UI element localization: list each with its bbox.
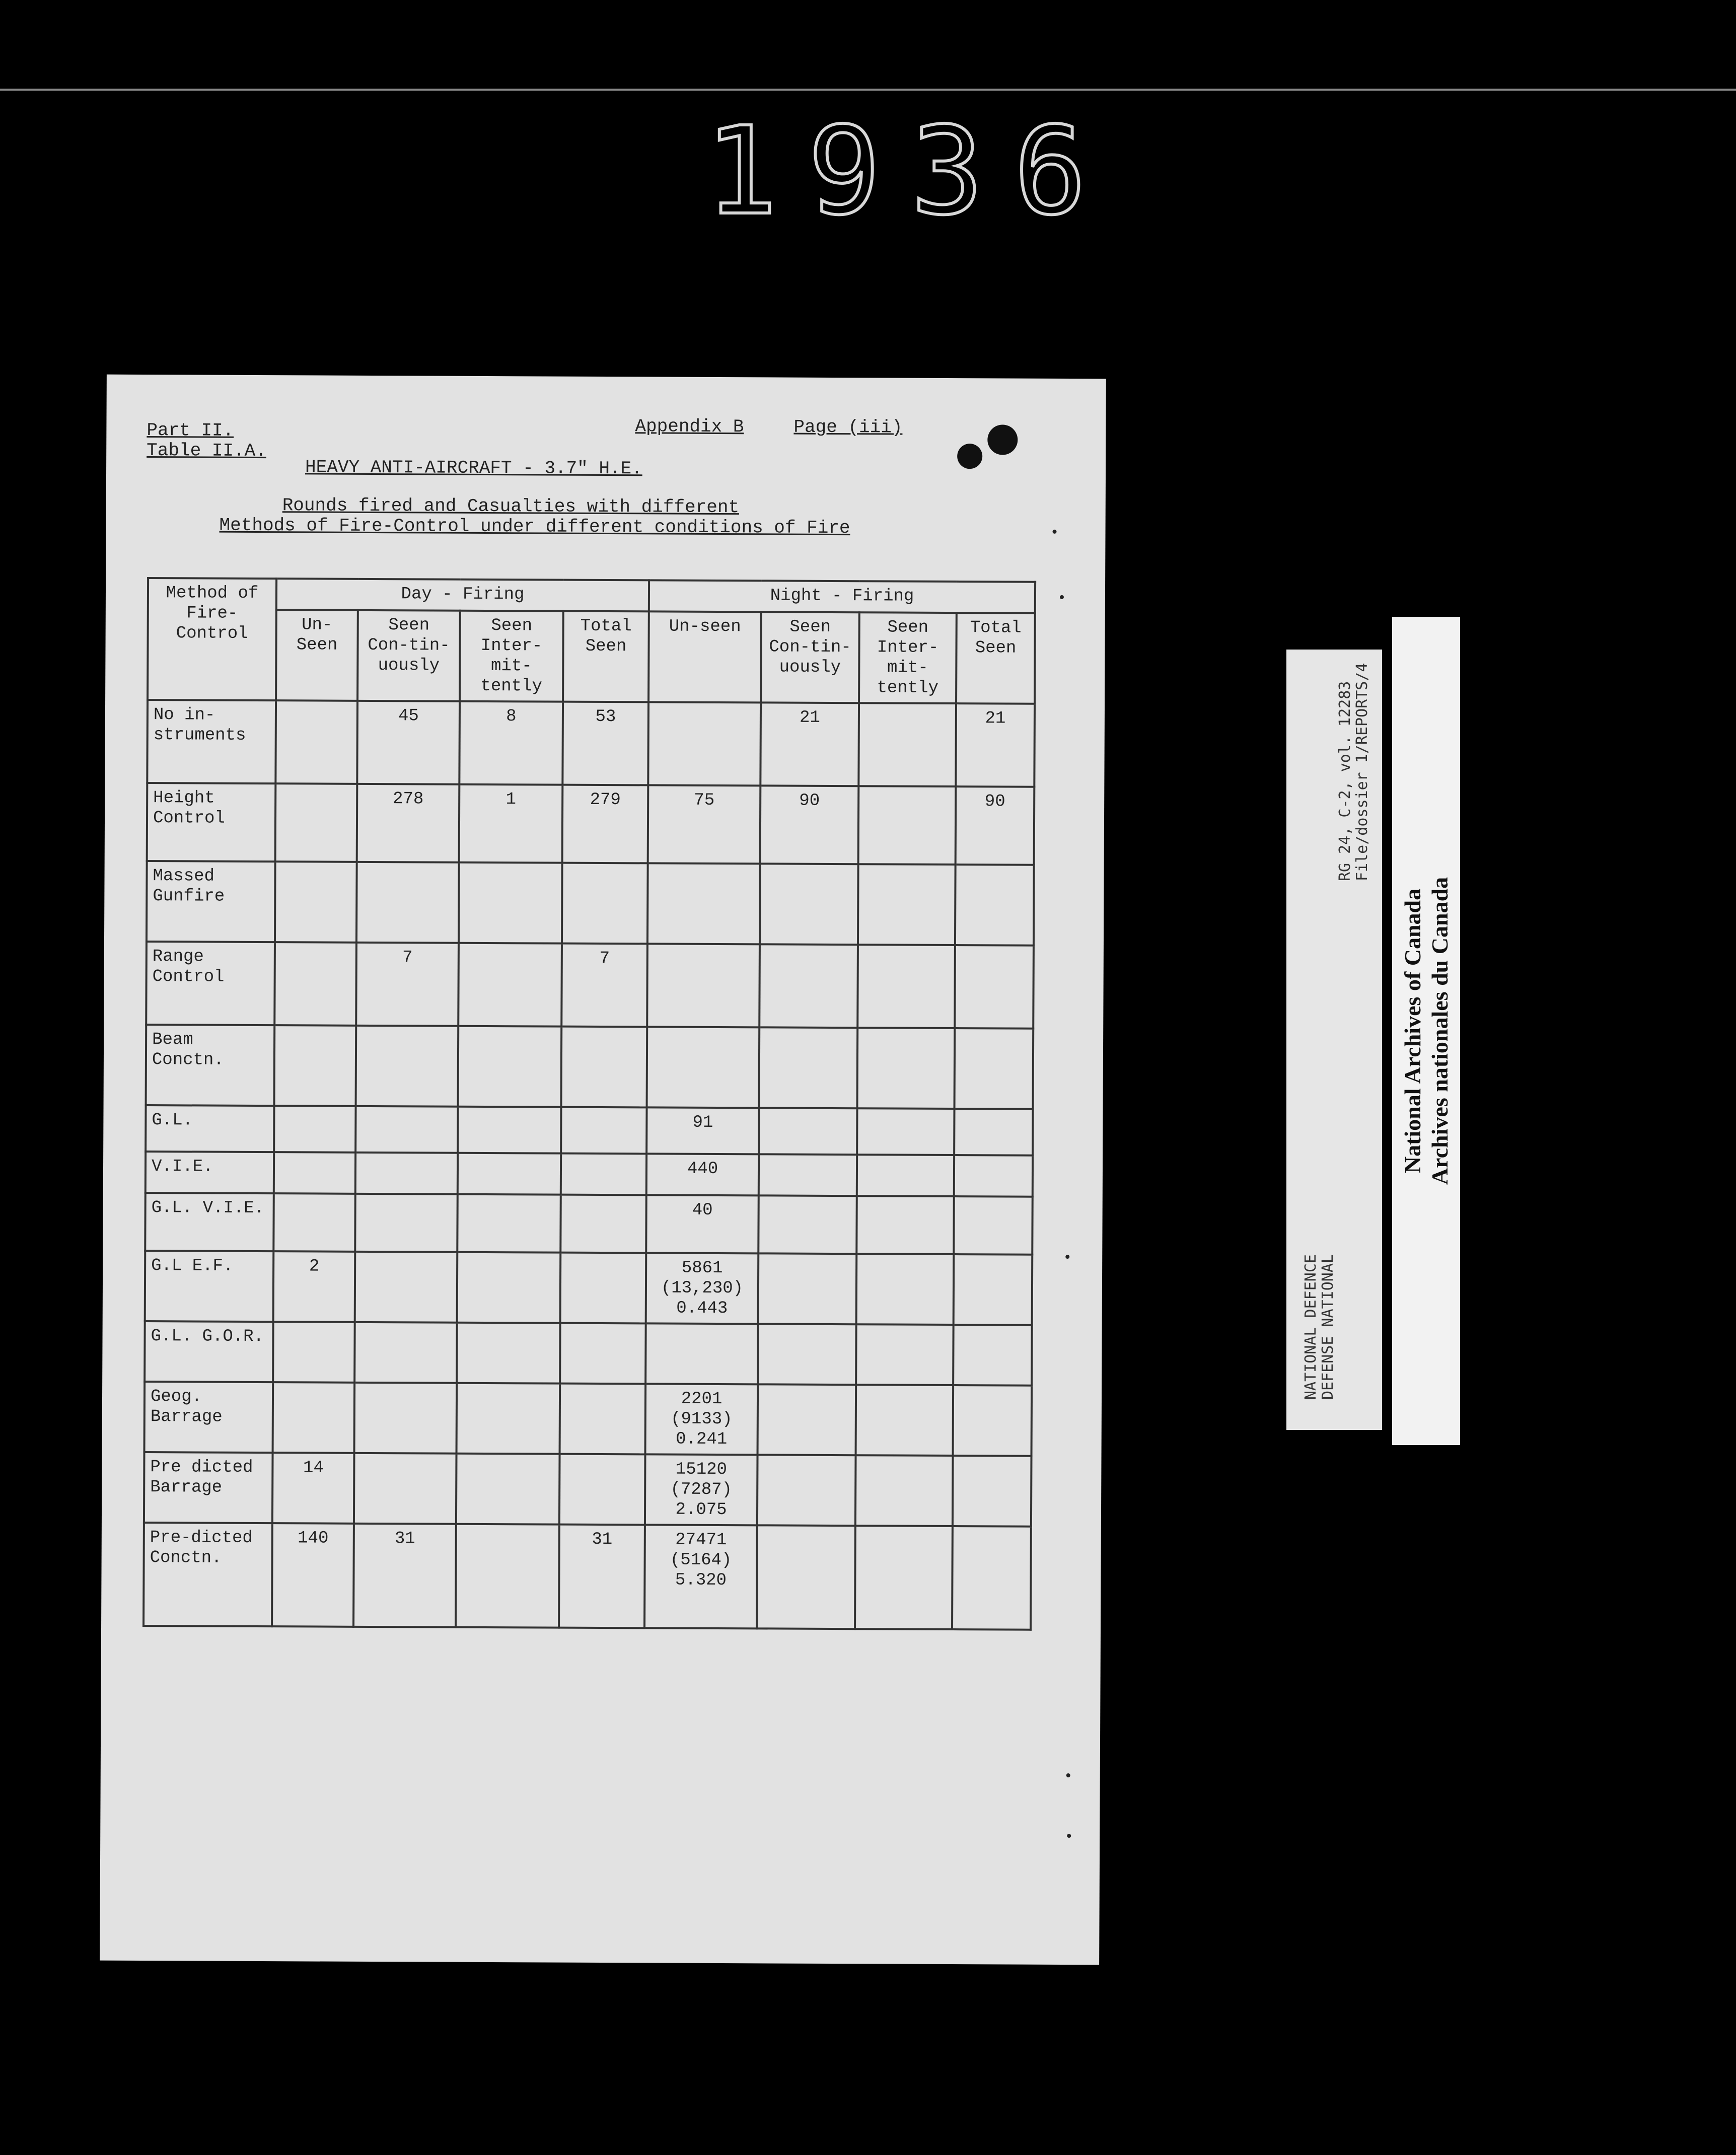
value-cell: [274, 1025, 356, 1106]
value-cell: [559, 1454, 645, 1525]
value-cell: [953, 1325, 1032, 1386]
method-cell: G.L. V.I.E.: [145, 1193, 273, 1251]
value-cell: [758, 1324, 856, 1385]
value-cell: 31: [353, 1524, 456, 1627]
value-cell: [858, 786, 956, 865]
method-cell: Beam Conctn.: [146, 1025, 275, 1106]
value-cell: [855, 1526, 953, 1629]
value-cell: [760, 864, 858, 945]
page-label: Page (iii): [793, 416, 903, 438]
value-cell: [759, 1108, 857, 1155]
value-cell: [458, 1107, 561, 1154]
table-row: [144, 1321, 1032, 1386]
value-cell: 278: [357, 784, 460, 863]
value-cell: 90: [760, 785, 859, 864]
value-cell: [647, 1027, 760, 1108]
speck: [1067, 1834, 1071, 1838]
value-cell: [647, 863, 760, 944]
national-archives-stamp: [1392, 617, 1460, 1445]
speck: [1066, 1773, 1070, 1777]
fire-control-table: [142, 577, 1036, 1631]
value-cell: [275, 861, 357, 943]
value-cell: [273, 1382, 355, 1453]
value-cell: 14: [272, 1453, 354, 1524]
top-rule: [0, 89, 1736, 91]
value-cell: [648, 702, 761, 785]
value-cell: [952, 1526, 1031, 1630]
method-cell: G.L.: [146, 1105, 274, 1152]
value-cell: 7: [561, 944, 647, 1027]
value-cell: [355, 1106, 458, 1153]
value-cell: [953, 1456, 1032, 1527]
punch-hole: [987, 424, 1018, 455]
method-cell: No in-struments: [147, 700, 276, 783]
archive-reference-label: [1286, 650, 1382, 1430]
value-cell: [954, 1155, 1033, 1197]
value-cell: [354, 1322, 457, 1383]
value-cell: [858, 864, 956, 945]
table-row: [145, 1193, 1033, 1255]
table-row: [146, 1025, 1034, 1109]
value-cell: 279: [562, 785, 648, 864]
value-cell: [273, 1322, 355, 1383]
document-title: HEAVY ANTI-AIRCRAFT - 3.7" H.E.: [305, 457, 642, 479]
value-cell: 15120 (7287) 2.075: [645, 1454, 758, 1525]
value-cell: [560, 1195, 646, 1253]
part-label: Part II.: [147, 420, 234, 441]
speck: [1060, 595, 1064, 599]
value-cell: 45: [357, 701, 460, 784]
value-cell: [562, 863, 648, 944]
sub-header: Seen Con-tin-uously: [761, 612, 859, 703]
reference-line-1: RG 24, C-2, vol. 12283: [1336, 681, 1354, 881]
value-cell: [759, 944, 858, 1028]
value-cell: [647, 944, 760, 1027]
subtitle-line-2: Methods of Fire-Control under different conditions of Fire: [219, 515, 850, 539]
method-cell: Geog. Barrage: [144, 1382, 273, 1453]
method-cell: G.L E.F.: [145, 1251, 274, 1322]
value-cell: [856, 1254, 954, 1325]
value-cell: [856, 1196, 954, 1254]
value-cell: [855, 1455, 953, 1526]
sub-header: Seen Inter-mit-tently: [859, 612, 957, 703]
method-cell: Massed Gunfire: [147, 861, 275, 942]
value-cell: [561, 1107, 646, 1154]
speck: [1065, 1255, 1069, 1259]
value-cell: [954, 1109, 1033, 1156]
reference-line-2: File/dossier 1/REPORTS/4: [1353, 663, 1371, 881]
method-cell: Height Control: [147, 783, 276, 861]
value-cell: [954, 1196, 1033, 1255]
value-cell: 440: [646, 1154, 759, 1195]
value-cell: [354, 1453, 457, 1524]
value-cell: [953, 1385, 1032, 1456]
method-cell: V.I.E.: [146, 1152, 274, 1193]
value-cell: [356, 862, 459, 943]
table-row: [145, 1251, 1033, 1325]
value-cell: [274, 1152, 355, 1194]
table-row: [146, 942, 1034, 1029]
value-cell: [273, 1193, 355, 1252]
value-cell: [955, 945, 1034, 1029]
value-cell: [857, 1028, 955, 1109]
value-cell: 90: [956, 786, 1035, 865]
document-sheet: [100, 375, 1106, 1965]
archives-line-fr: Archives nationales du Canada: [1427, 877, 1453, 1185]
value-cell: [955, 1028, 1034, 1109]
sub-header: Un-Seen: [276, 610, 358, 701]
value-cell: [457, 1252, 561, 1323]
value-cell: [856, 1324, 954, 1385]
day-firing-header: Day - Firing: [276, 579, 649, 611]
value-cell: 91: [646, 1107, 759, 1154]
punch-hole: [957, 444, 982, 469]
table-row: [144, 1382, 1032, 1456]
sub-header: Total Seen: [563, 611, 649, 702]
value-cell: 2: [273, 1251, 355, 1322]
table-label: Table II.A.: [147, 440, 266, 462]
speck: [1053, 530, 1057, 534]
value-cell: [457, 1383, 560, 1454]
value-cell: 53: [562, 702, 648, 785]
value-cell: [458, 1153, 561, 1195]
value-cell: 21: [760, 702, 859, 786]
value-cell: 7: [356, 943, 459, 1026]
value-cell: [759, 1027, 858, 1108]
value-cell: 31: [559, 1525, 645, 1628]
value-cell: [456, 1524, 559, 1628]
night-firing-header: Night - Firing: [649, 580, 1035, 613]
value-cell: [759, 1154, 857, 1196]
department-line-2: DEFENSE NATIONAL: [1319, 1254, 1337, 1400]
value-cell: 8: [459, 701, 563, 785]
value-cell: [758, 1253, 857, 1324]
value-cell: [758, 1384, 856, 1455]
table-row: [146, 1105, 1033, 1156]
value-cell: [275, 783, 357, 862]
value-cell: [645, 1323, 758, 1384]
value-cell: 140: [272, 1523, 354, 1627]
method-cell: G.L. G.O.R.: [144, 1321, 273, 1382]
value-cell: [857, 1108, 954, 1155]
table-row: [147, 700, 1035, 787]
value-cell: [560, 1253, 646, 1324]
value-cell: [561, 1027, 647, 1108]
table-row: [143, 1523, 1031, 1630]
table-row: [144, 1452, 1032, 1527]
department-line-1: NATIONAL DEFENCE: [1302, 1254, 1320, 1400]
value-cell: 21: [956, 703, 1035, 787]
value-cell: [757, 1525, 855, 1629]
subtitle-line-1: Rounds fired and Casualties with different: [282, 495, 740, 518]
archives-line-en: National Archives of Canada: [1400, 888, 1425, 1174]
table-row: [146, 1152, 1033, 1197]
method-cell: Range Control: [146, 942, 275, 1025]
value-cell: [458, 1026, 562, 1107]
value-cell: [275, 700, 357, 784]
value-cell: [561, 1154, 646, 1195]
value-cell: 40: [646, 1195, 758, 1253]
method-cell: Pre-dicted Conctn.: [143, 1523, 272, 1626]
year-stamp: 1936: [705, 101, 1117, 242]
value-cell: [560, 1384, 646, 1455]
value-cell: 2201 (9133) 0.241: [645, 1384, 758, 1455]
sub-header: Seen Inter-mit-tently: [460, 611, 563, 702]
value-cell: 1: [459, 784, 563, 863]
value-cell: 75: [648, 785, 761, 864]
value-cell: [857, 945, 955, 1028]
sub-header: Total Seen: [956, 613, 1035, 704]
value-cell: [456, 1454, 560, 1525]
value-cell: [355, 1194, 457, 1252]
table-row: [147, 861, 1034, 946]
table-row: [147, 783, 1035, 865]
value-cell: [457, 1194, 560, 1253]
value-cell: [355, 1252, 458, 1323]
sub-header: Seen Con-tin-uously: [357, 610, 460, 701]
value-cell: [459, 863, 562, 944]
value-cell: [355, 1153, 458, 1194]
value-cell: [857, 1155, 954, 1196]
sub-header: Un-seen: [648, 611, 761, 702]
value-cell: [856, 1385, 954, 1456]
value-cell: [458, 943, 562, 1027]
value-cell: [457, 1323, 560, 1384]
value-cell: [354, 1383, 457, 1454]
value-cell: [955, 865, 1034, 946]
appendix-label: Appendix B: [635, 416, 744, 438]
value-cell: [560, 1323, 646, 1384]
value-cell: [757, 1455, 856, 1526]
value-cell: [274, 942, 356, 1026]
value-cell: [858, 703, 956, 786]
value-cell: [954, 1254, 1033, 1325]
method-cell: Pre dicted Barrage: [144, 1452, 273, 1523]
value-cell: 5861 (13,230) 0.443: [646, 1253, 759, 1324]
value-cell: [274, 1106, 355, 1153]
method-header: Method of Fire-Control: [148, 578, 276, 700]
value-cell: [758, 1195, 856, 1254]
value-cell: 27471 (5164) 5.320: [644, 1525, 757, 1628]
value-cell: [356, 1026, 459, 1107]
